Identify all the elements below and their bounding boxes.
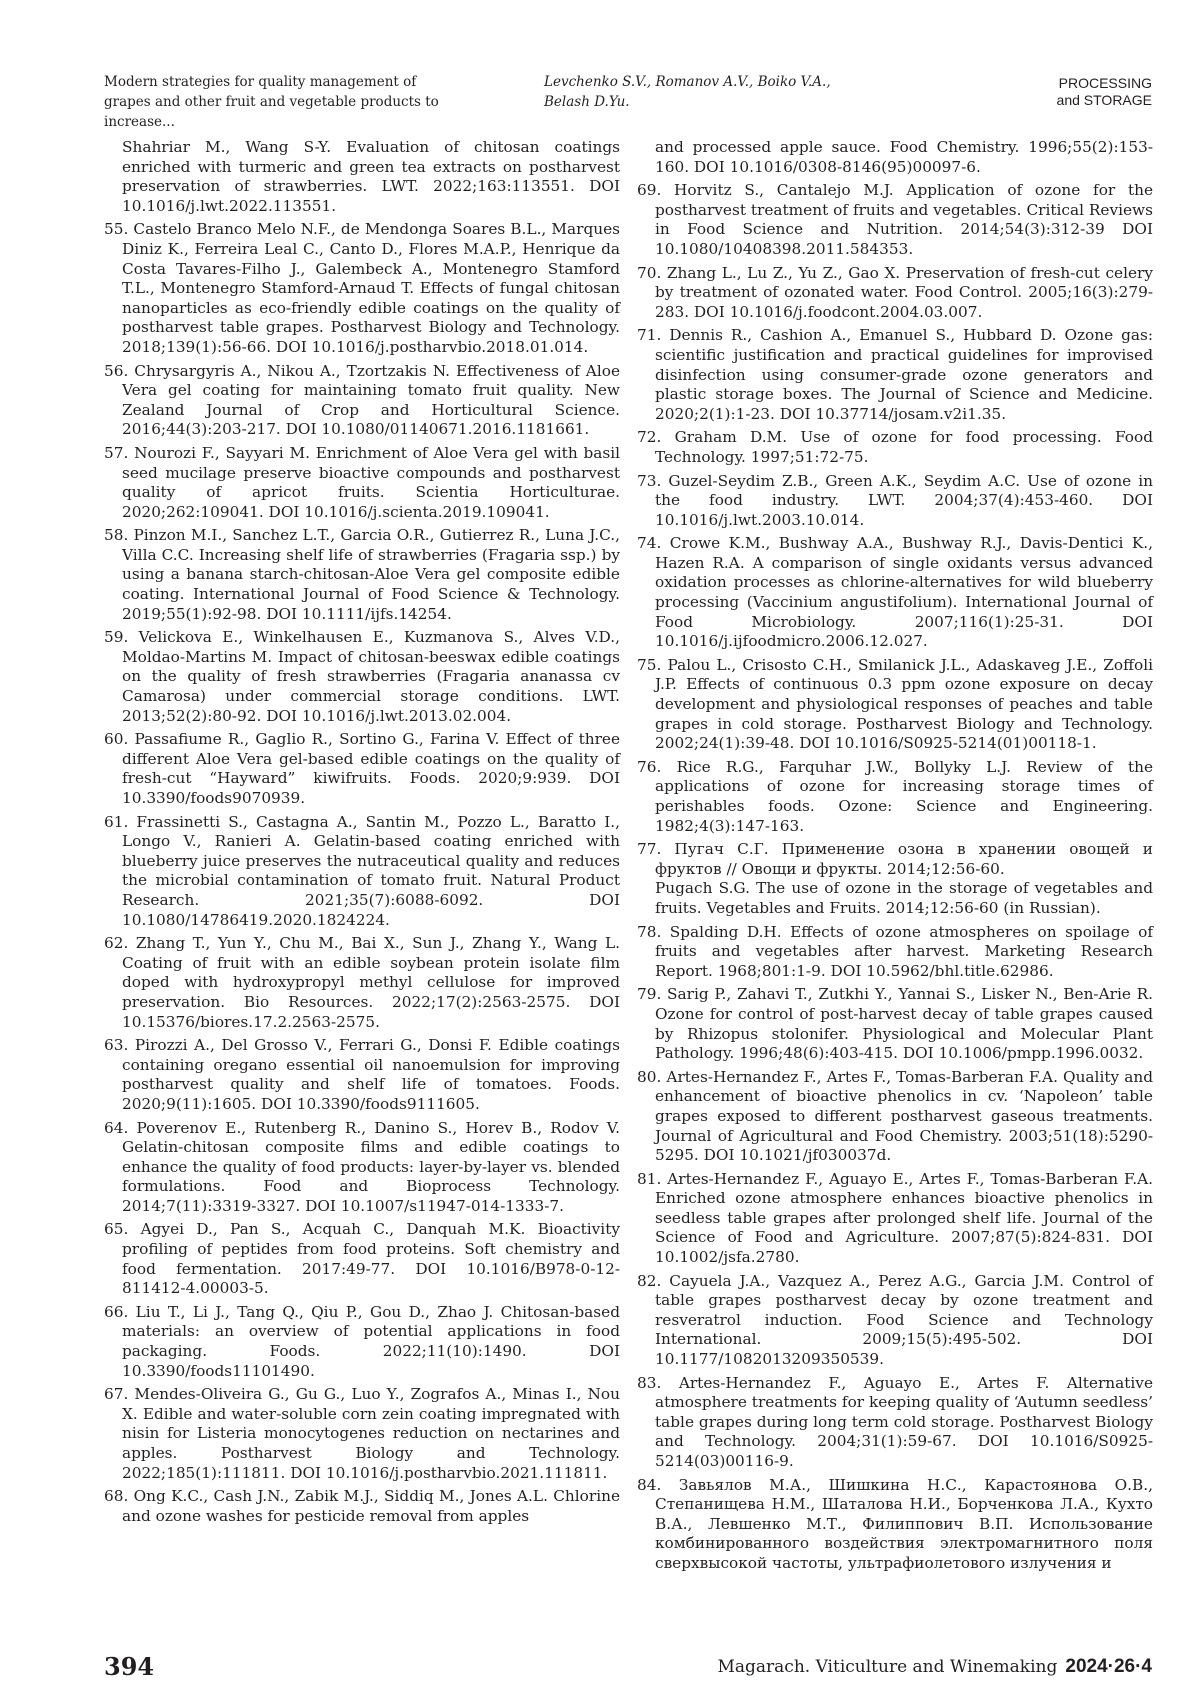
reference-entry: 59. Velickova E., Winkelhausen E., Kuzmanova S., Alves V.D., Moldao-Martins M. Impact of chitosan-beeswax edible coatings on the quality of fresh strawberries (Fragaria ananassa cv Camarosa) under commercial storage conditions. LWT. 2013;52(2):80-92. DOI 10.1016/j.lwt.2013.02.004. — [104, 628, 620, 725]
reference-entry: 74. Crowe K.M., Bushway A.A., Bushway R.J., Davis-Dentici K., Hazen R.A. A comparison of single oxidants versus advanced oxidation processes as chlorine-alternatives for wild blueberry processing (Vaccinium angustifolium). International Journal of Food Microbiology. 2007;116(1):25-31. DOI 10.1016/j.ijfoodmicro.2006.12.027. — [637, 534, 1153, 651]
reference-entry: 55. Castelo Branco Melo N.F., de Mendonga Soares B.L., Marques Diniz K., Ferreira Leal C., Canto D., Flores M.A.P., Henrique da Costa Tavares-Filho J., Galembeck A., Montenegro Stamford T.L., Montenegro Stamford-Arnaud T. Effects of fungal chitosan nanoparticles as eco-friendly edible coatings on the quality of postharvest table grapes. Postharvest Biology and Technology. 2018;139(1):56-66. DOI 10.1016/j.postharvbio.2018.01.014. — [104, 220, 620, 356]
reference-entry: 66. Liu T., Li J., Tang Q., Qiu P., Gou D., Zhao J. Chitosan-based materials: an overview of potential applications in food packaging. Foods. 2022;11(10):1490. DOI 10.3390/foods11101490. — [104, 1302, 620, 1380]
page-header — [104, 72, 1152, 130]
section-label-line1: PROCESSING — [1058, 75, 1152, 91]
reference-entry: 62. Zhang T., Yun Y., Chu M., Bai X., Sun J., Zhang Y., Wang L. Coating of fruit with an edible soybean protein isolate film doped with hydroxypropyl methyl cellulose for improved preservation. Bio Resources. 2022;17(2):2563-2575. DOI 10.15376/biores.17.2.2563-2575. — [104, 934, 620, 1031]
reference-entry: 71. Dennis R., Cashion A., Emanuel S., Hubbard D. Ozone gas: scientific justification and practical guidelines for improvised disinfection using consumer-grade ozone generators and plastic storage boxes. The Journal of Science and Medicine. 2020;2(1):1-23. DOI 10.37714/josam.v2i1.35. — [637, 326, 1153, 423]
reference-entry: 61. Frassinetti S., Castagna A., Santin M., Pozzo L., Baratto I., Longo V., Ranieri A. Gelatin-based coating enriched with blueberry juice preserves the nutraceutical quality and reduces the microbial contamination of tomato fruit. Natural Product Research. 2021;35(7):6088-6092. DOI 10.1080/14786419.2020.1824224. — [104, 812, 620, 929]
reference-entry: 67. Mendes-Oliveira G., Gu G., Luo Y., Zografos A., Minas I., Nou X. Edible and water-soluble corn zein coating impregnated with nisin for Listeria monocytogenes reduction on nectarines and apples. Postharvest Biology and Technology. 2022;185(1):111811. DOI 10.1016/j.postharvbio.2021.111811. — [104, 1385, 620, 1482]
reference-entry: 77. Пугач С.Г. Применение озона в хранении овощей и фруктов // Овощи и фрукты. 2014;12:56-60. — [637, 840, 1153, 878]
reference-entry: 82. Cayuela J.A., Vazquez A., Perez A.G., Garcia J.M. Control of table grapes postharvest decay by ozone treatment and resveratrol induction. Food Science and Technology International. 2009;15(5):495-502. DOI 10.1177/1082013209350539. — [637, 1271, 1153, 1369]
reference-entry: Shahriar M., Wang S-Y. Evaluation of chitosan coatings enriched with turmeric and green tea extracts on postharvest preservation of strawberries. LWT. 2022;163:113551. DOI 10.1016/j.lwt.2022.113551. — [122, 138, 620, 215]
section-label-line2: and STORAGE — [1056, 92, 1152, 108]
section-label — [1057, 75, 1152, 109]
reference-entry: 84. Завьялов М.А., Шишкина Н.С., Карастоянова О.В., Степанищева Н.М., Шаталова Н.И., Борченкова Л.А., Кухто В.А., Левшенко М.Т., Филиппович В.П. Использование комбинированного воздействия электромагнитного поля сверхвысокой частоты, ультрафиолетового излучения и — [637, 1475, 1153, 1572]
page-footer — [104, 1652, 1152, 1682]
reference-entry: 73. Guzel-Seydim Z.B., Green A.K., Seydim A.C. Use of ozone in the food industry. LWT. 2004;37(4):453-460. DOI 10.1016/j.lwt.2003.10.014. — [637, 471, 1153, 529]
references-right-column — [637, 138, 1153, 1578]
reference-entry: 69. Horvitz S., Cantalejo M.J. Application of ozone for the postharvest treatment of fruits and vegetables. Critical Reviews in Food Science and Nutrition. 2014;54(3):312-39 DOI 10.1080/10408398.2011.584353. — [637, 181, 1153, 258]
reference-translation: Pugach S.G. The use of ozone in the storage of vegetables and fruits. Vegetables and Fruits. 2014;12:56-60 (in Russian). — [655, 879, 1153, 917]
page-number: 394 — [104, 1652, 155, 1681]
journal-info — [717, 1656, 1152, 1678]
reference-entry: 58. Pinzon M.I., Sanchez L.T., Garcia O.R., Gutierrez R., Luna J.C., Villa C.C. Increasing shelf life of strawberries (Fragaria ssp.) by using a banana starch-chitosan-Aloe Vera gel composite edible coating. International Journal of Food Science & Technology. 2019;55(1):92-98. DOI 10.1111/ijfs.14254. — [104, 526, 620, 623]
reference-entry: and processed apple sauce. Food Chemistry. 1996;55(2):153-160. DOI 10.1016/0308-8146(95)00097-6. — [655, 138, 1153, 176]
reference-entry: 79. Sarig P., Zahavi T., Zutkhi Y., Yannai S., Lisker N., Ben-Arie R. Ozone for control of post-harvest decay of table grapes caused by Rhizopus stolonifer. Physiological and Molecular Plant Pathology. 1996;48(6):403-415. DOI 10.1006/pmpp.1996.0032. — [637, 985, 1153, 1063]
reference-entry: 70. Zhang L., Lu Z., Yu Z., Gao X. Preservation of fresh-cut celery by treatment of ozonated water. Food Control. 2005;16(3):279-283. DOI 10.1016/j.foodcont.2004.03.007. — [637, 263, 1153, 321]
reference-entry: 81. Artes-Hernandez F., Aguayo E., Artes F., Tomas-Barberan F.A. Enriched ozone atmosphere enhances bioactive phenolics in seedless table grapes after prolonged shelf life. Journal of the Science of Food and Agriculture. 2007;87(5):824-831. DOI 10.1002/jsfa.2780. — [637, 1169, 1153, 1267]
reference-entry: 63. Pirozzi A., Del Grosso V., Ferrari G., Donsi F. Edible coatings containing oregano essential oil nanoemulsion for improving postharvest quality and shelf life of tomatoes. Foods. 2020;9(11):1605. DOI 10.3390/foods9111605. — [104, 1036, 620, 1113]
reference-entry: 76. Rice R.G., Farquhar J.W., Bollyky L.J. Review of the applications of ozone for increasing storage times of perishables foods. Ozone: Science and Engineering. 1982;4(3):147-163. — [637, 757, 1153, 835]
journal-name: Magarach. Viticulture and Winemaking — [717, 1657, 1058, 1677]
running-title: Modern strategies for quality management of grapes and other fruit and vegetable products to increase... — [104, 74, 439, 130]
reference-entry: 83. Artes-Hernandez F., Aguayo E., Artes F. Alternative atmosphere treatments for keeping quality of ‘Autumn seedless’ table grapes during long term cold storage. Postharvest Biology and Technology. 2004;31(1):59-67. DOI 10.1016/S0925-5214(03)00116-9. — [637, 1373, 1153, 1470]
reference-entry: 60. Passafiume R., Gaglio R., Sortino G., Farina V. Effect of three different Aloe Vera gel-based edible coatings on the quality of fresh-cut “Hayward” kiwifruits. Foods. 2020;9:939. DOI 10.3390/foods9070939. — [104, 730, 620, 807]
reference-entry: 68. Ong K.C., Cash J.N., Zabik M.J., Siddiq M., Jones A.L. Chlorine and ozone washes for pesticide removal from apples — [104, 1487, 620, 1525]
reference-entry: 75. Palou L., Crisosto C.H., Smilanick J.L., Adaskaveg J.E., Zoffoli J.P. Effects of continuous 0.3 ppm ozone exposure on decay development and physiological responses of peaches and table grapes in cold storage. Postharvest Biology and Technology. 2002;24(1):39-48. DOI 10.1016/S0925-5214(01)00118-1. — [637, 655, 1153, 753]
running-authors: Levchenko S.V., Romanov A.V., Boiko V.A., Belash D.Yu. — [544, 74, 831, 110]
journal-issue: 2024·26·4 — [1065, 1656, 1152, 1677]
references-left-column — [104, 138, 620, 1530]
reference-entry: 65. Agyei D., Pan S., Acquah C., Danquah M.K. Bioactivity profiling of peptides from food proteins. Soft chemistry and food fermentation. 2017:49-77. DOI 10.1016/B978-0-12-811412-4.00003-5. — [104, 1220, 620, 1298]
reference-entry: 57. Nourozi F., Sayyari M. Enrichment of Aloe Vera gel with basil seed mucilage preserve bioactive compounds and postharvest quality of apricot fruits. Scientia Horticulturae. 2020;262:109041. DOI 10.1016/j.scienta.2019.109041. — [104, 443, 620, 521]
reference-entry: 80. Artes-Hernandez F., Artes F., Tomas-Barberan F.A. Quality and enhancement of bioactive phenolics in cv. ‘Napoleon’ table grapes exposed to different postharvest gaseous treatments. Journal of Agricultural and Food Chemistry. 2003;51(18):5290-5295. DOI 10.1021/jf030037d. — [637, 1067, 1153, 1165]
reference-entry: 64. Poverenov E., Rutenberg R., Danino S., Horev B., Rodov V. Gelatin-chitosan composite films and edible coatings to enhance the quality of food products: layer-by-layer vs. blended formulations. Food and Bioprocess Technology. 2014;7(11):3319-3327. DOI 10.1007/s11947-014-1333-7. — [104, 1118, 620, 1215]
reference-entry: 72. Graham D.M. Use of ozone for food processing. Food Technology. 1997;51:72-75. — [637, 428, 1153, 466]
reference-entry: 78. Spalding D.H. Effects of ozone atmospheres on spoilage of fruits and vegetables after harvest. Marketing Research Report. 1968;801:1-9. DOI 10.5962/bhl.title.62986. — [637, 922, 1153, 980]
reference-entry: 56. Chrysargyris A., Nikou A., Tzortzakis N. Effectiveness of Aloe Vera gel coating for maintaining tomato fruit quality. New Zealand Journal of Crop and Horticultural Science. 2016;44(3):203-217. DOI 10.1080/01140671.2016.1181661. — [104, 361, 620, 439]
